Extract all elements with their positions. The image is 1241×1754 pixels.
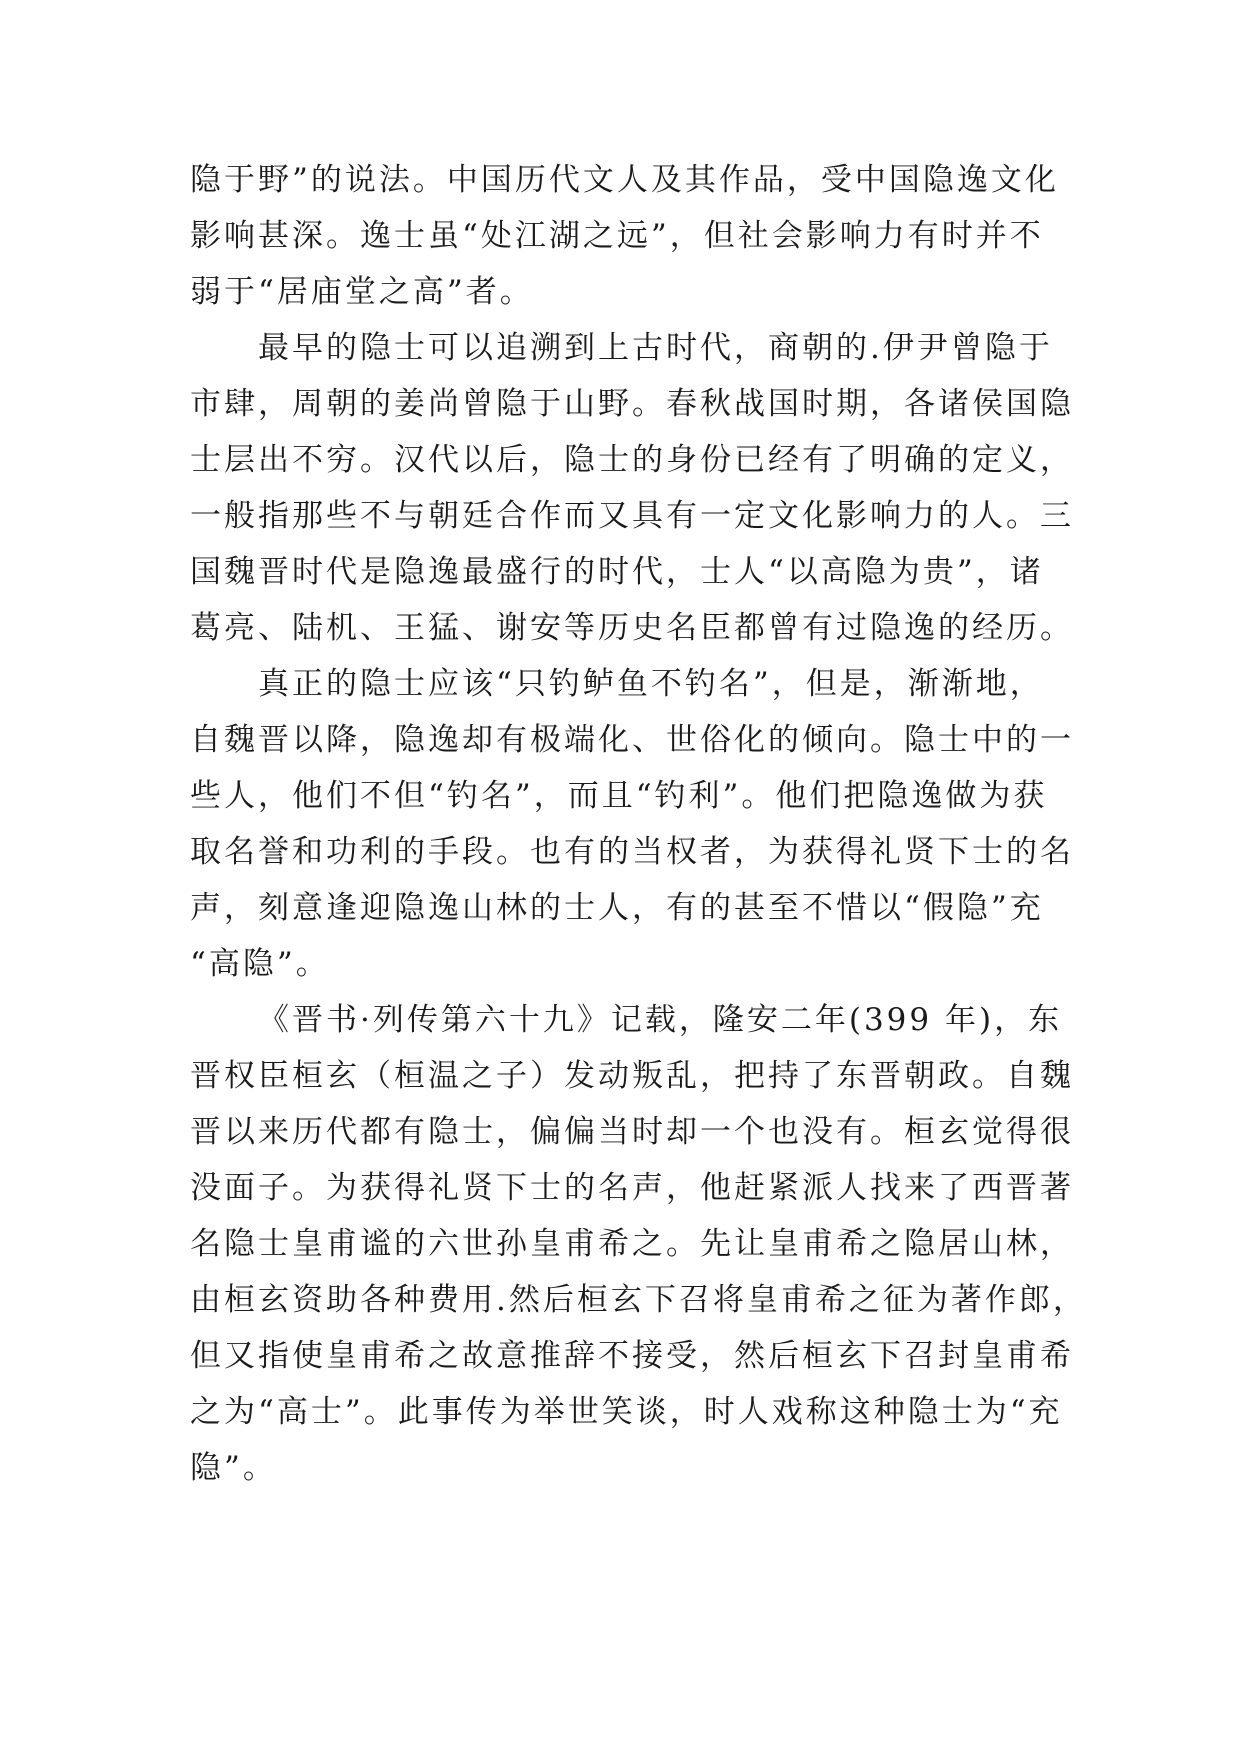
text-line: 一般指那些不与朝廷合作而又具有一定文化影响力的人。三 [190, 498, 1074, 534]
text-line: 但又指使皇甫希之故意推辞不接受，然后桓玄下召封皇甫希 [190, 1338, 1074, 1374]
text-line: 声，刻意逢迎隐逸山林的士人，有的甚至不惜以“假隐”充 [190, 890, 1044, 926]
text-line: 市肆，周朝的姜尚曾隐于山野。春秋战国时期，各诸侯国隐 [190, 386, 1074, 422]
text-line: 士层出不穷。汉代以后，隐士的身份已经有了明确的定义， [190, 442, 1074, 478]
text-line: 国魏晋时代是隐逸最盛行的时代，士人“以高隐为贵”，诸 [190, 554, 1044, 590]
text-line: 葛亮、陆机、王猛、谢安等历史名臣都曾有过隐逸的经历。 [190, 610, 1074, 646]
paragraph-start-line: 真正的隐士应该“只钓鲈鱼不钓名”，但是，渐渐地， [258, 666, 1044, 702]
text-line: 弱于“居庙堂之高”者。 [190, 274, 534, 310]
paragraph-start-line: 最早的隐士可以追溯到上古时代，商朝的.伊尹曾隐于 [258, 330, 1053, 366]
text-line: 隐于野”的说法。中国历代文人及其作品，受中国隐逸文化 [190, 162, 1059, 198]
text-line: 自魏晋以降，隐逸却有极端化、世俗化的倾向。隐士中的一 [190, 722, 1074, 758]
text-line: 影响甚深。逸士虽“处江湖之远”，但社会影响力有时并不 [190, 218, 1044, 254]
text-line: 隐”。 [190, 1450, 277, 1486]
text-line: 没面子。为获得礼贤下士的名声，他赶紧派人找来了西晋著 [190, 1170, 1074, 1206]
text-line: 名隐士皇甫谧的六世孙皇甫希之。先让皇甫希之隐居山林， [190, 1226, 1074, 1262]
text-line: “高隐”。 [190, 946, 330, 982]
text-line: 晋权臣桓玄（桓温之子）发动叛乱，把持了东晋朝政。自魏 [190, 1058, 1074, 1094]
paragraph-start-line: 《晋书·列传第六十九》记载，隆安二年(399 年)，东 [258, 1002, 1063, 1038]
text-line: 由桓玄资助各种费用.然后桓玄下召将皇甫希之征为著作郎， [190, 1282, 1087, 1318]
text-line: 之为“高士”。此事传为举世笑谈，时人戏称这种隐士为“充 [190, 1394, 1063, 1430]
text-line: 些人，他们不但“钓名”，而且“钓利”。他们把隐逸做为获 [190, 778, 1048, 814]
text-line: 晋以来历代都有隐士，偏偏当时却一个也没有。桓玄觉得很 [190, 1114, 1074, 1150]
text-line: 取名誉和功利的手段。也有的当权者，为获得礼贤下士的名 [190, 834, 1074, 870]
